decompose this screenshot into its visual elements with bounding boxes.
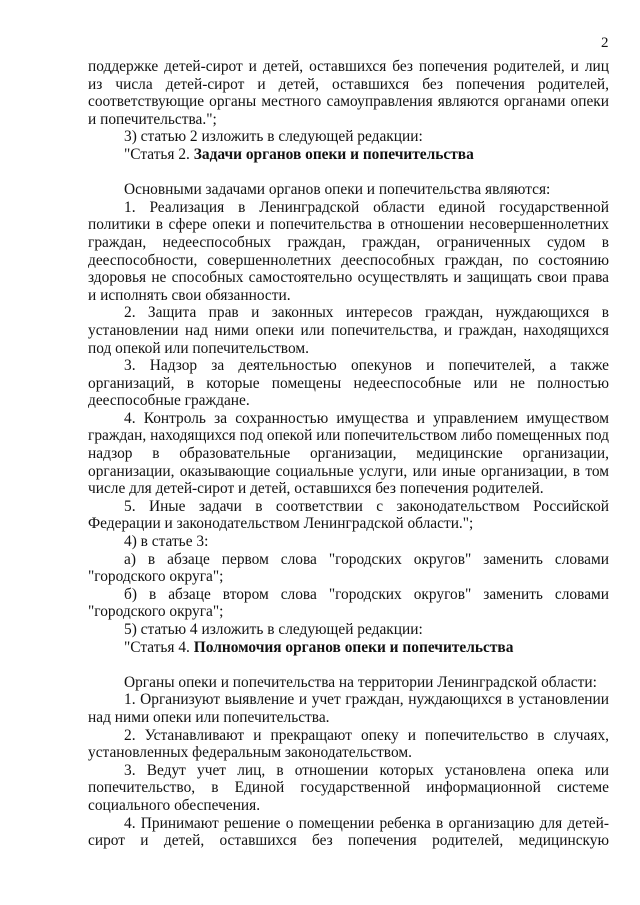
item-4-text: 4) в статье 3: bbox=[124, 533, 209, 551]
article-2-title: Задачи органов опеки и попечительства bbox=[193, 145, 474, 163]
item-3-text: 3) статью 2 изложить в следующей редакции: bbox=[124, 128, 423, 146]
intro-paragraph bbox=[88, 58, 609, 128]
intro-line: из числа детей-сирот и детей, оставшихся без попечения родителей, bbox=[88, 75, 609, 93]
article-2-task: 3. Надзор за деятельностью опекунов и попечителей, а также организаций, в которые помещены недееспособные или не полностью дееспособные граждане. bbox=[88, 357, 609, 410]
article-2-task: 4. Контроль за сохранностью имущества и управлением имуществом граждан, находящихся под опекой или попечительством либо помещенных под надзор в образовательные организации, медицинские организации, организации, оказывающие социальные услуги, или иные организации, в том числе для детей-сирот и детей, оставшихся без попечения родителей. bbox=[88, 409, 609, 498]
article-4-prefix: "Статья 4. bbox=[124, 638, 190, 656]
article-4-power: 2. Устанавливают и прекращают опеку и попечительство в случаях, установленных федеральным законодательством. bbox=[88, 726, 609, 762]
article-2-prefix: "Статья 2. bbox=[124, 145, 190, 163]
article-2-heading bbox=[88, 146, 609, 164]
item-4-a: а) в абзаце первом слова "городских округов" заменить словами "городского округа"; bbox=[88, 550, 609, 586]
item-4-b: б) в абзаце втором слова "городских округов" заменить словами "городского округа"; bbox=[88, 585, 609, 621]
article-4-title: Полномочия органов опеки и попечительства bbox=[193, 638, 514, 656]
spacer bbox=[88, 656, 609, 674]
spacer bbox=[88, 164, 609, 182]
intro-line: поддержке детей-сирот и детей, оставшихся без попечения родителей, и лиц bbox=[88, 58, 609, 75]
page-number: 2 bbox=[601, 35, 609, 51]
document-body bbox=[88, 58, 609, 850]
intro-line: соответствующие органы местного самоуправления являются органами опеки bbox=[88, 93, 609, 111]
article-2-task: 2. Защита прав и законных интересов граждан, нуждающихся в установлении над ними опеки или попечительства, и граждан, находящихся под опекой или попечительством. bbox=[88, 304, 609, 357]
article-4-lead: Органы опеки и попечительства на территории Ленинградской области: bbox=[124, 673, 597, 691]
article-4-power: 1. Организуют выявление и учет граждан, нуждающихся в установлении над ними опеки или попечительства. bbox=[88, 691, 609, 726]
article-4-heading bbox=[88, 639, 609, 657]
article-4-power: 3. Ведут учет лиц, в отношении которых установлена опека или попечительство, в Единой государственной информационной системе социального обеспечения. bbox=[88, 761, 609, 814]
article-2-task: 5. Иные задачи в соответствии с законодательством Российской Федерации и законодательством Ленинградской области."; bbox=[88, 497, 609, 533]
article-4-power: 4. Принимают решение о помещении ребенка в организацию для детей-сирот и детей, оставшихся без попечения родителей, медицинскую bbox=[88, 814, 609, 850]
item-5-text: 5) статью 4 изложить в следующей редакции: bbox=[124, 621, 423, 638]
intro-line: и попечительства."; bbox=[88, 110, 217, 128]
article-2-task: 1. Реализация в Ленинградской области единой государственной политики в сфере опеки и попечительства в отношении несовершеннолетних граждан, недееспособных граждан, граждан, ограниченных судом в дееспособности, совершеннолетних дееспособных граждан, по состоянию здоровья не способных самостоятельно осуществлять и защищать свои права и исполнять свои обязанности. bbox=[88, 198, 609, 304]
article-2-lead: Основными задачами органов опеки и попечительства являются: bbox=[124, 181, 551, 199]
